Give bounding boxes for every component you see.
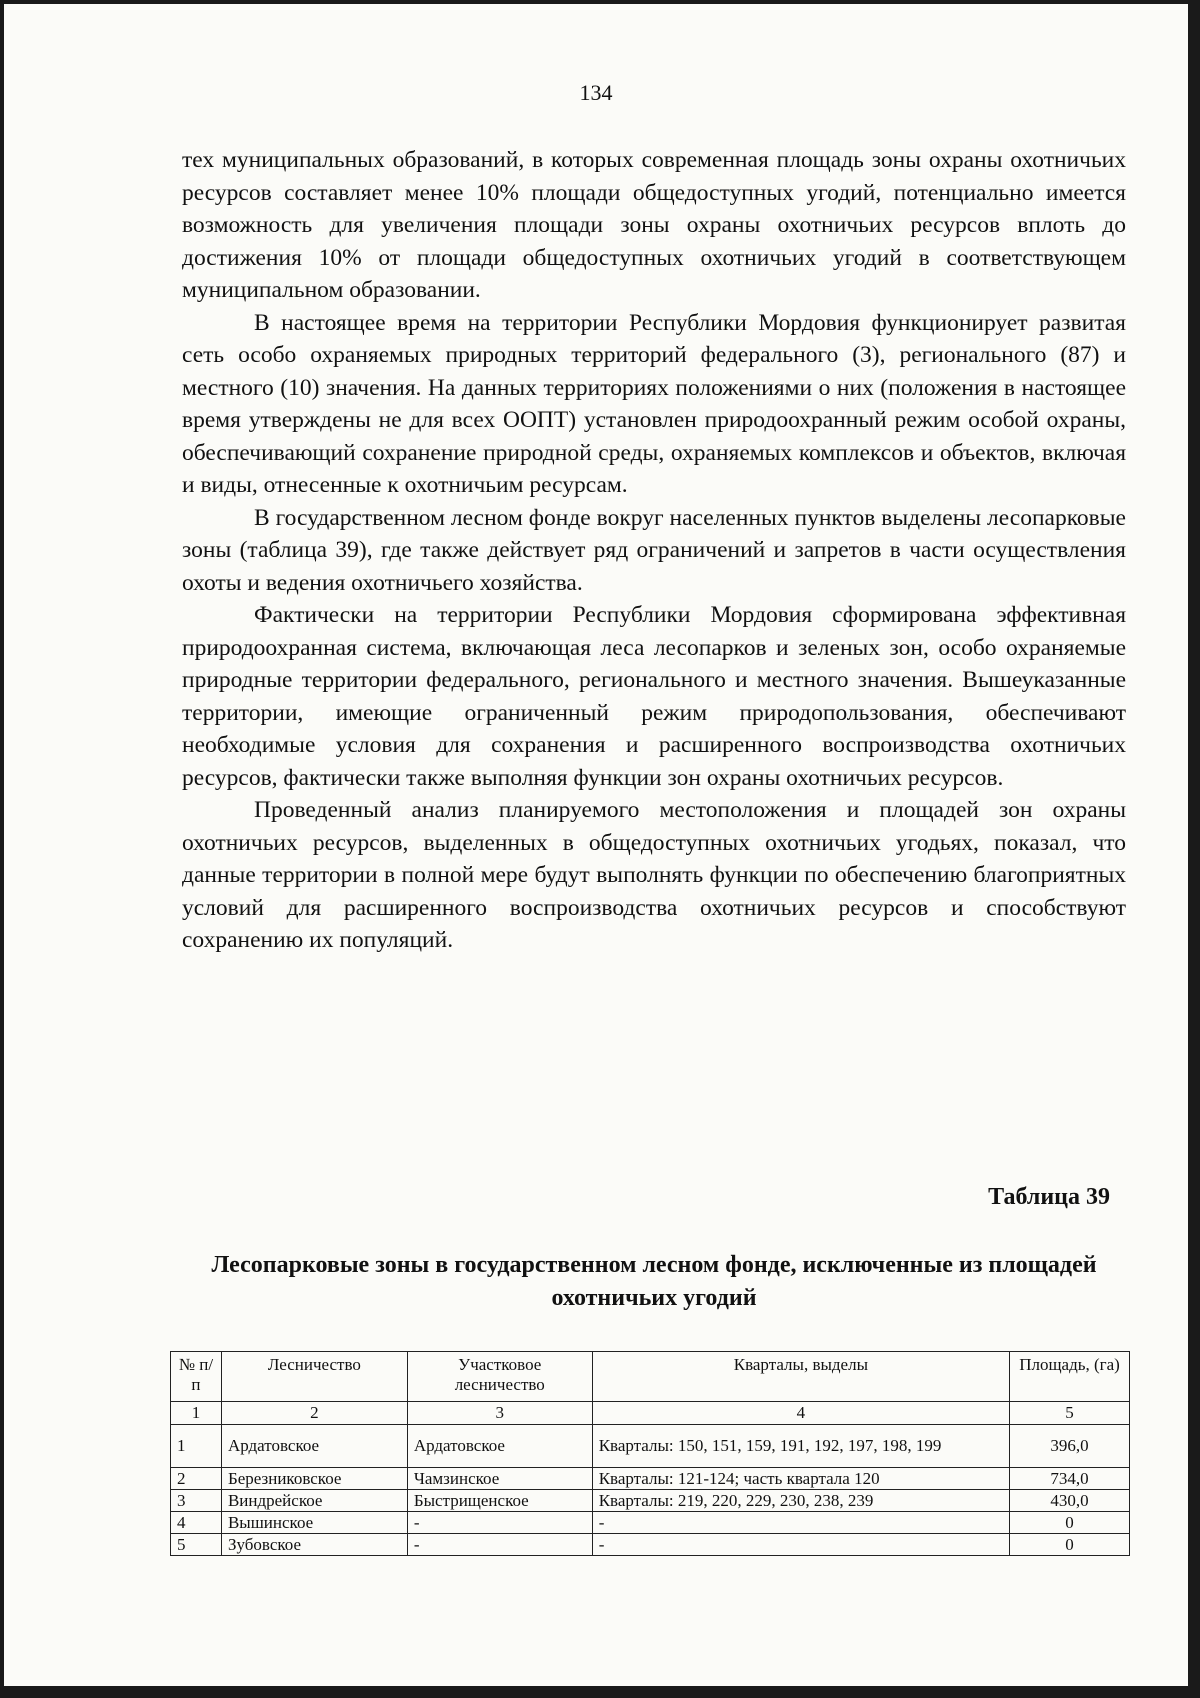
table-row [171, 1425, 1130, 1468]
column-number: 5 [1010, 1402, 1130, 1425]
paragraph: В государственном лесном фонде вокруг населенных пунктов выделены лесопарковые зоны (таблица 39), где также действует ряд ограничений и запретов в части осуществления охоты и ведения охотничьего хозяйства. [182, 504, 1126, 596]
header-cell: Лесничество [221, 1352, 407, 1402]
table-title: Лесопарковые зоны в государственном лесном фонде, исключенные из площадей охотничьих угодий [211, 1252, 1097, 1311]
header-cell: Участковое лесничество [407, 1352, 592, 1402]
header-cell: Площадь, (га) [1010, 1352, 1130, 1402]
cell-area: 430,0 [1010, 1490, 1130, 1512]
body-text [182, 144, 1126, 957]
cell-quarters: - [592, 1534, 1009, 1556]
cell-district-forestry: Ардатовское [407, 1425, 592, 1468]
table-caption: Таблица 39 [988, 1184, 1110, 1210]
cell-forestry: Виндрейское [221, 1490, 407, 1512]
cell-number: 4 [171, 1512, 222, 1534]
table-row [171, 1534, 1130, 1556]
paragraph: Проведенный анализ планируемого местоположения и площадей зон охраны охотничьих ресурсов, выделенных в общедоступных охотничьих угодьях, показал, что данные территории в полной мере будут выполнять функции по обеспечению благоприятных условий для расширенного воспроизводства охотничьих ресурсов и способствуют сохранению их популяций. [182, 797, 1126, 953]
cell-area: 0 [1010, 1512, 1130, 1534]
column-number: 3 [407, 1402, 592, 1425]
cell-number: 3 [171, 1490, 222, 1512]
table-header-row [171, 1352, 1130, 1402]
table-row [171, 1490, 1130, 1512]
cell-quarters: - [592, 1512, 1009, 1534]
cell-forestry: Зубовское [221, 1534, 407, 1556]
cell-forestry: Вышинское [221, 1512, 407, 1534]
paragraph: тех муниципальных образований, в которых современная площадь зоны охраны охотничьих ресурсов составляет менее 10% площади общедоступных угодий, потенциально имеется возможность для увеличения площади зоны охраны охотничьих ресурсов вплоть до достижения 10% от площади общедоступных охотничьих угодий в соответствующем муниципальном образовании. [182, 147, 1126, 303]
cell-district-forestry: - [407, 1512, 592, 1534]
cell-quarters: Кварталы: 121-124; часть квартала 120 [592, 1468, 1009, 1490]
column-number: 4 [592, 1402, 1009, 1425]
forest-park-table [170, 1351, 1130, 1556]
column-number: 2 [221, 1402, 407, 1425]
document-page [4, 4, 1188, 1686]
cell-number: 5 [171, 1534, 222, 1556]
column-number-row [171, 1402, 1130, 1425]
cell-forestry: Ардатовское [221, 1425, 407, 1468]
header-cell: Кварталы, выделы [592, 1352, 1009, 1402]
cell-area: 396,0 [1010, 1425, 1130, 1468]
paragraph: В настоящее время на территории Республики Мордовия функционирует развитая сеть особо охраняемых природных территорий федерального (3), регионального (87) и местного (10) значения. На данных территориях положениями о них (положения в настоящее время утверждены не для всех ООПТ) установлен природоохранный режим особой охраны, обеспечивающий сохранение природной среды, охраняемых комплексов и объектов, включая и виды, отнесенные к охотничьим ресурсам. [182, 309, 1126, 498]
cell-quarters: Кварталы: 150, 151, 159, 191, 192, 197, 198, 199 [592, 1425, 1009, 1468]
cell-district-forestry: - [407, 1534, 592, 1556]
cell-forestry: Березниковское [221, 1468, 407, 1490]
cell-number: 1 [171, 1425, 222, 1468]
table-row [171, 1512, 1130, 1534]
table-row [171, 1468, 1130, 1490]
cell-quarters: Кварталы: 219, 220, 229, 230, 238, 239 [592, 1490, 1009, 1512]
cell-area: 734,0 [1010, 1468, 1130, 1490]
page-number: 134 [579, 80, 613, 105]
cell-number: 2 [171, 1468, 222, 1490]
paragraph: Фактически на территории Республики Мордовия сформирована эффективная природоохранная система, включающая леса лесопарков и зеленых зон, особо охраняемые природные территории федерального, регионального и местного значения. Вышеуказанные территории, имеющие ограниченный режим природопользования, обеспечивают необходимые условия для сохранения и расширенного воспроизводства охотничьих ресурсов, фактически также выполняя функции зон охраны охотничьих ресурсов. [182, 602, 1126, 791]
cell-district-forestry: Чамзинское [407, 1468, 592, 1490]
header-cell: № п/п [171, 1352, 222, 1402]
cell-area: 0 [1010, 1534, 1130, 1556]
column-number: 1 [171, 1402, 222, 1425]
cell-district-forestry: Быстрищенское [407, 1490, 592, 1512]
